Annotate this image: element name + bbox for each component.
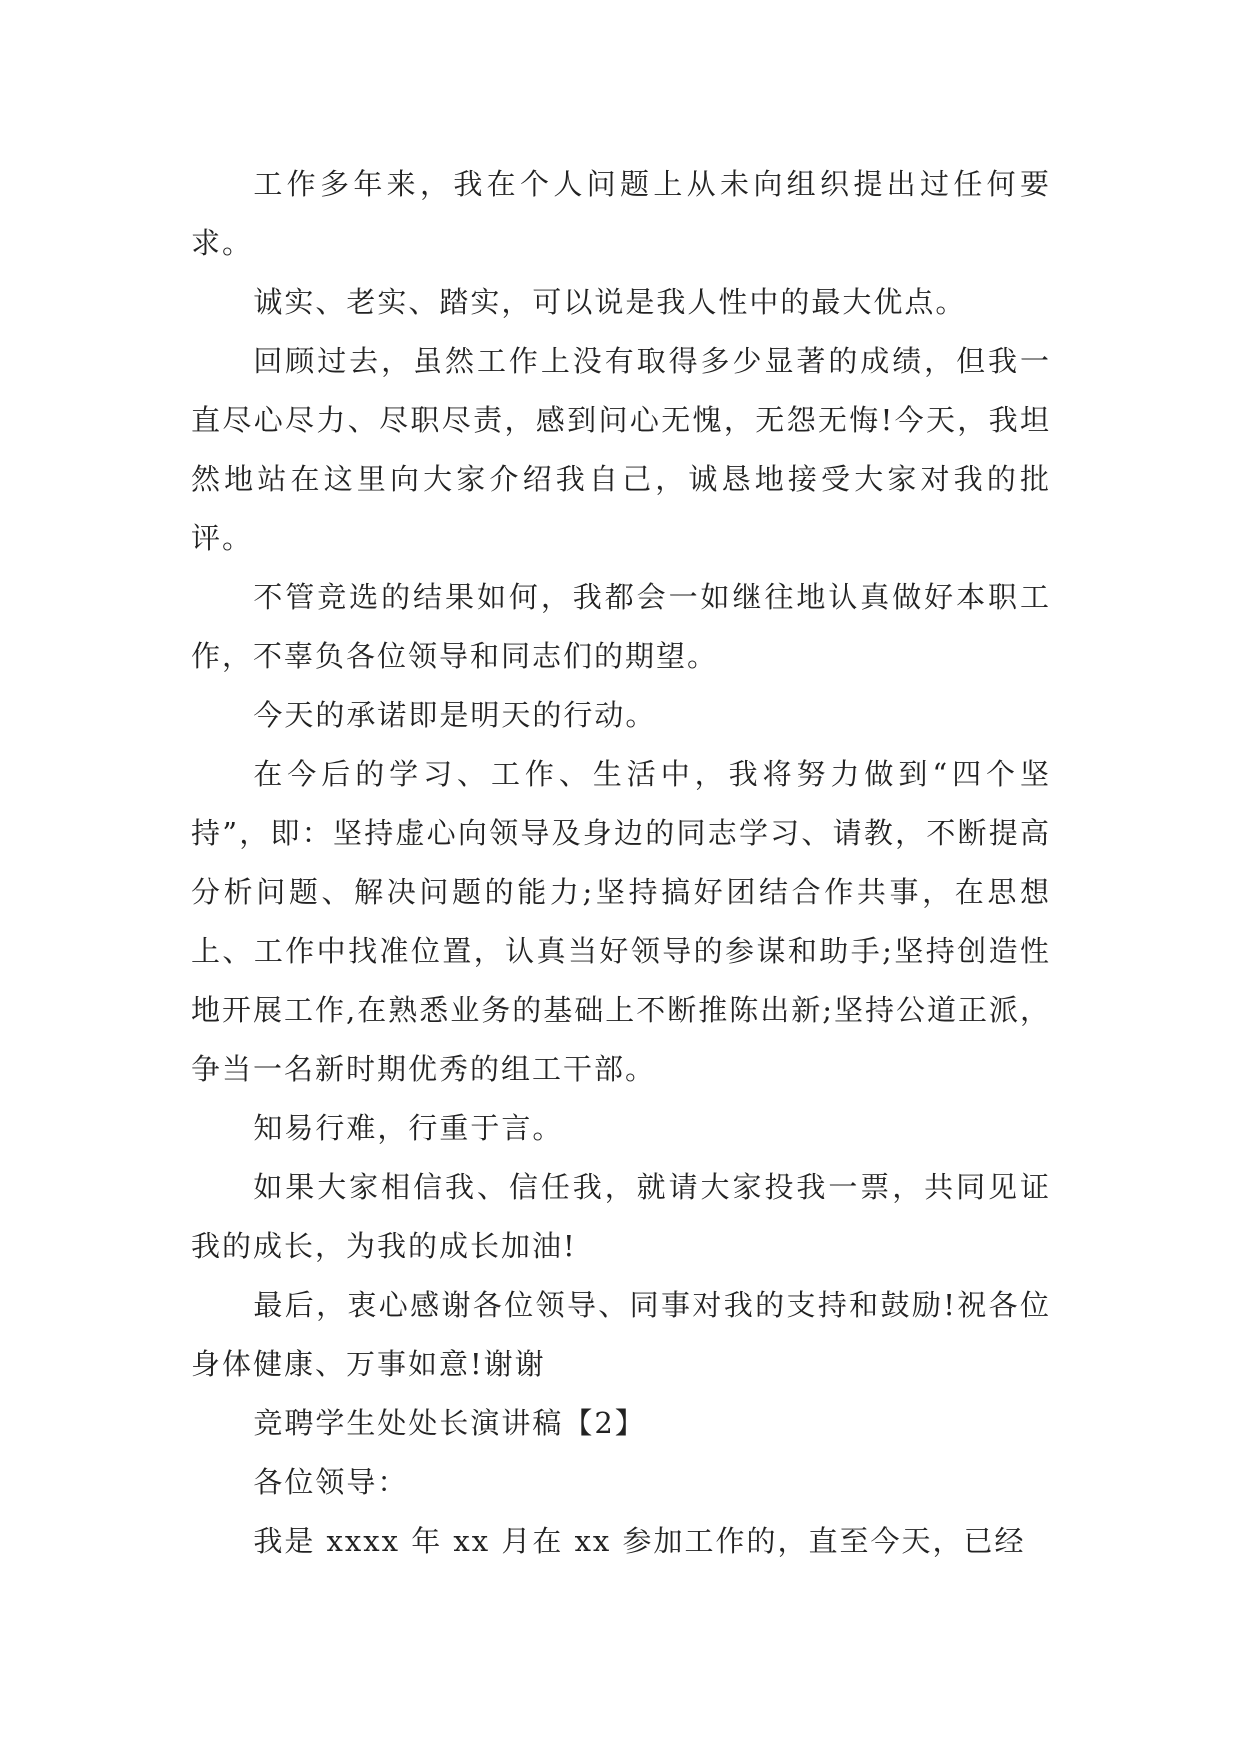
paragraph: 我是 xxxx 年 xx 月在 xx 参加工作的，直至今天，已经 [253, 1524, 1026, 1558]
paragraph: 知易行难，行重于言。 [253, 1111, 564, 1145]
paragraph: 回顾过去，虽然工作上没有取得多少显著的成绩，但我一直尽心尽力、尽职尽责，感到问心无愧，无怨无悔!今天，我坦然地站在这里向大家介绍我自己，诚恳地接受大家对我的批评。 [191, 344, 1051, 555]
paragraph: 今天的承诺即是明天的行动。 [253, 698, 657, 732]
document-body [191, 155, 1051, 1571]
paragraph: 工作多年来，我在个人问题上从未向组织提出过任何要求。 [191, 167, 1051, 260]
salutation: 各位领导： [253, 1465, 409, 1499]
paragraph: 在今后的学习、工作、生活中，我将努力做到“四个坚持”，即：坚持虚心向领导及身边的同志学习、请教，不断提高分析问题、解决问题的能力;坚持搞好团结合作共事，在思想上、工作中找准位置，认真当好领导的参谋和助手;坚持创造性地开展工作,在熟悉业务的基础上不断推陈出新;坚持公道正派，争当一名新时期优秀的组工干部。 [191, 757, 1051, 1086]
paragraph: 如果大家相信我、信任我，就请大家投我一票，共同见证我的成长，为我的成长加油! [191, 1170, 1051, 1263]
paragraph: 诚实、老实、踏实，可以说是我人性中的最大优点。 [253, 285, 967, 319]
paragraph: 不管竞选的结果如何，我都会一如继往地认真做好本职工作，不辜负各位领导和同志们的期望。 [191, 580, 1051, 673]
paragraph: 最后，衷心感谢各位领导、同事对我的支持和鼓励!祝各位身体健康、万事如意!谢谢 [191, 1288, 1051, 1381]
section-heading: 竞聘学生处处长演讲稿【2】 [253, 1406, 646, 1440]
